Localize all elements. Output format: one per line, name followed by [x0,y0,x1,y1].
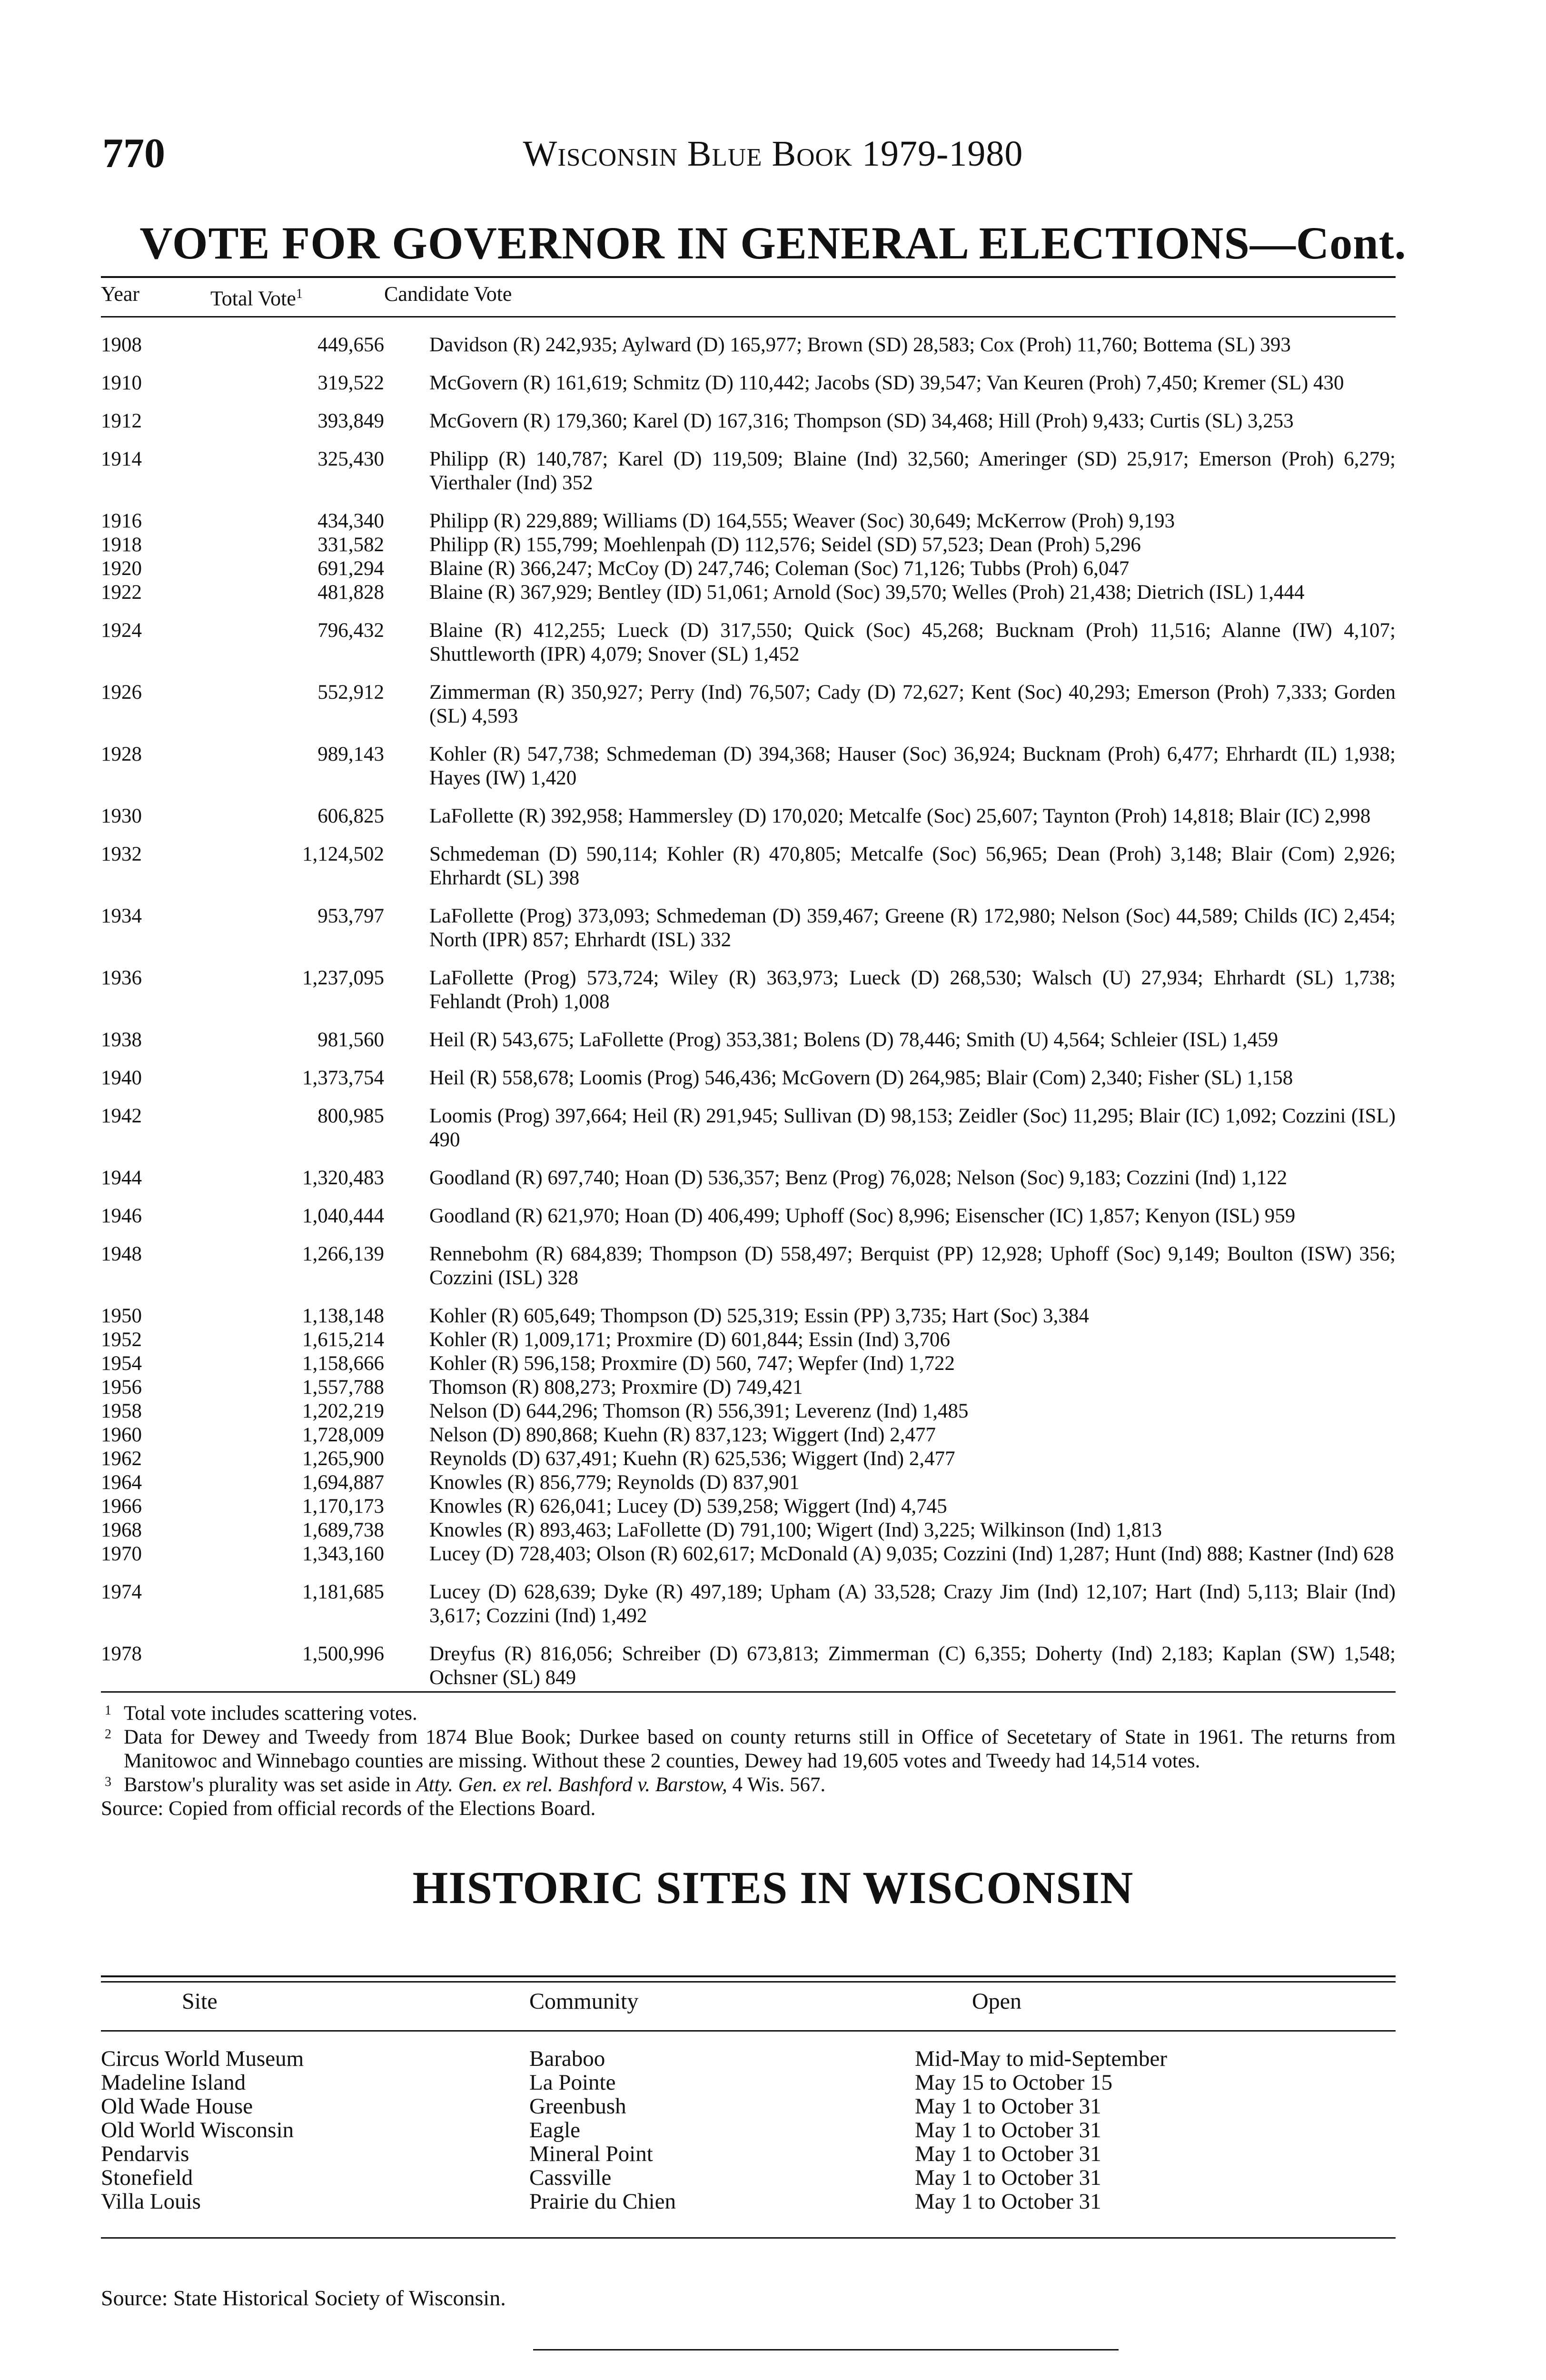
total-vote-header-text: Total Vote [210,287,296,310]
vote-year: 1950 [101,1305,142,1327]
vote-year: 1956 [101,1376,142,1398]
vote-row [101,1471,1396,1495]
vote-candidates: McGovern (R) 161,619; Schmitz (D) 110,442; Jacobs (SD) 39,547; Van Keuren (Proh) 7,450; Kremer (SL) 430 [429,372,1344,394]
vote-row [101,1423,1396,1447]
vote-row [101,1028,1396,1066]
vote-row [101,333,1396,371]
vote-candidates: Nelson (D) 644,296; Thomson (R) 556,391; Leverenz (Ind) 1,485 [429,1400,969,1422]
vote-year: 1914 [101,448,142,470]
vote-candidates: Rennebohm (R) 684,839; Thompson (D) 558,497; Berquist (PP) 12,928; Uphoff (Soc) 9,149; Boulton (ISW) 356; Cozzini (ISL) 328 [429,1243,1396,1289]
site-row [101,2071,1396,2094]
footnote-1-mark: 1 [105,1703,111,1718]
year-column-header: Year [101,282,140,306]
vote-candidates: Goodland (R) 621,970; Hoan (D) 406,499; Uphoff (Soc) 8,996; Eisenscher (IC) 1,857; Kenyon (ISL) 959 [429,1205,1296,1227]
open-column-header: Open [972,1989,1021,2014]
vote-row [101,1104,1396,1166]
vote-table-body [101,333,1396,1690]
vote-year: 1968 [101,1519,142,1541]
site-name: Pendarvis [101,2142,189,2166]
vote-candidates: Philipp (R) 155,799; Moehlenpah (D) 112,576; Seidel (SD) 57,523; Dean (Proh) 5,296 [429,534,1141,556]
vote-header-rule [101,316,1396,317]
vote-candidates: Nelson (D) 890,868; Kuehn (R) 837,123; Wiggert (Ind) 2,477 [429,1424,936,1446]
site-name: Stonefield [101,2165,193,2190]
running-header [0,128,1546,180]
vote-year: 1978 [101,1643,142,1665]
footnote-2-text: Data for Dewey and Tweedy from 1874 Blue Book; Durkee based on county returns still in Office of Secetetary of State in 1961. The returns from Manitowoc and Winnebago counties are missing. Without these 2 counties, Dewey had 19,605 votes and Tweedy had 14,514 votes. [124,1726,1396,1772]
vote-year: 1952 [101,1329,142,1351]
vote-total: 1,138,148 [302,1305,384,1327]
vote-row [101,619,1396,681]
vote-total: 1,202,219 [302,1400,384,1422]
footnote-1-text: Total vote includes scattering votes. [124,1702,417,1725]
vote-year: 1918 [101,534,142,556]
vote-candidates: Dreyfus (R) 816,056; Schreiber (D) 673,813; Zimmerman (C) 6,355; Doherty (Ind) 2,183; Kaplan (SW) 1,548; Ochsner (SL) 849 [429,1643,1396,1689]
vote-total: 449,656 [317,334,384,356]
vote-total: 481,828 [317,581,384,604]
vote-total: 953,797 [317,905,384,927]
vote-total: 325,430 [317,448,384,470]
sites-header-rule [101,2030,1396,2032]
page-number: 770 [102,130,165,177]
vote-year: 1942 [101,1105,142,1127]
site-row [101,2142,1396,2166]
vote-year: 1910 [101,372,142,394]
vote-year: 1928 [101,743,142,765]
vote-total: 552,912 [317,681,384,704]
vote-row [101,1542,1396,1580]
vote-row [101,1352,1396,1376]
vote-candidates: Blaine (R) 412,255; Lueck (D) 317,550; Quick (Soc) 45,268; Bucknam (Proh) 11,516; Alanne (IW) 4,107; Shuttleworth (IPR) 4,079; Snover (SL) 1,452 [429,619,1396,665]
vote-candidates: Reynolds (D) 637,491; Kuehn (R) 625,536; Wiggert (Ind) 2,477 [429,1448,955,1470]
sites-table-body [101,2047,1396,2213]
vote-candidates: Lucey (D) 628,639; Dyke (R) 497,189; Upham (A) 33,528; Crazy Jim (Ind) 12,107; Hart (Ind) 5,113; Blair (Ind) 3,617; Cozzini (Ind) 1,492 [429,1581,1396,1627]
vote-year: 1932 [101,843,142,865]
vote-row [101,557,1396,581]
vote-candidates: Zimmerman (R) 350,927; Perry (Ind) 76,507; Cady (D) 72,627; Kent (Soc) 40,293; Emerson (Proh) 7,333; Gorden (SL) 4,593 [429,681,1396,727]
site-community: La Pointe [529,2070,616,2095]
site-row [101,2047,1396,2071]
vote-year: 1934 [101,905,142,927]
vote-row [101,1518,1396,1542]
vote-row [101,966,1396,1028]
vote-candidates: Heil (R) 543,675; LaFollette (Prog) 353,381; Bolens (D) 78,446; Smith (U) 4,564; Schleier (ISL) 1,459 [429,1029,1278,1051]
vote-candidates: Kohler (R) 596,158; Proxmire (D) 560, 747; Wepfer (Ind) 1,722 [429,1352,955,1375]
vote-candidates: Davidson (R) 242,935; Aylward (D) 165,977; Brown (SD) 28,583; Cox (Proh) 11,760; Bottema (SL) 393 [429,334,1291,356]
vote-year: 1966 [101,1495,142,1517]
site-name: Old Wade House [101,2094,253,2119]
footnote-3 [101,1773,1396,1797]
vote-total: 331,582 [317,534,384,556]
vote-year: 1964 [101,1471,142,1494]
vote-candidates: Philipp (R) 229,889; Williams (D) 164,555; Weaver (Soc) 30,649; McKerrow (Proh) 9,193 [429,510,1175,532]
footnote-3-pre: Barstow's plurality was set aside in [124,1774,416,1796]
vote-year: 1954 [101,1352,142,1375]
vote-candidates: Loomis (Prog) 397,664; Heil (R) 291,945; Sullivan (D) 98,153; Zeidler (Soc) 11,295; Blair (IC) 1,092; Cozzini (ISL) 490 [429,1105,1396,1151]
vote-row [101,371,1396,409]
site-row [101,2118,1396,2142]
site-open: May 1 to October 31 [915,2118,1101,2142]
vote-candidates: Heil (R) 558,678; Loomis (Prog) 546,436; McGovern (D) 264,985; Blair (Com) 2,340; Fisher (SL) 1,158 [429,1067,1293,1089]
vote-total: 1,615,214 [302,1329,384,1351]
vote-year: 1916 [101,510,142,532]
vote-candidates: Kohler (R) 547,738; Schmedeman (D) 394,368; Hauser (Soc) 36,924; Bucknam (Proh) 6,477; Ehrhardt (IL) 1,938; Hayes (IW) 1,420 [429,743,1396,789]
vote-row [101,1066,1396,1104]
sites-table-top-rule [101,1975,1396,1977]
site-open: May 1 to October 31 [915,2142,1101,2166]
total-vote-column-header [210,281,303,312]
vote-total: 1,181,685 [302,1581,384,1603]
vote-candidates: Kohler (R) 1,009,171; Proxmire (D) 601,844; Essin (Ind) 3,706 [429,1329,950,1351]
vote-candidates: Knowles (R) 893,463; LaFollette (D) 791,100; Wigert (Ind) 3,225; Wilkinson (Ind) 1,813 [429,1519,1162,1541]
vote-row [101,1376,1396,1399]
site-open: Mid-May to mid-September [915,2046,1167,2071]
vote-row [101,1642,1396,1690]
vote-table-bottom-rule [101,1691,1396,1693]
vote-candidates: Schmedeman (D) 590,114; Kohler (R) 470,805; Metcalfe (Soc) 56,965; Dean (Proh) 3,148; Blair (Com) 2,926; Ehrhardt (SL) 398 [429,843,1396,889]
vote-row [101,681,1396,743]
vote-row [101,904,1396,966]
vote-year: 1974 [101,1581,142,1603]
vote-total: 1,266,139 [302,1243,384,1265]
footnote-3-case: Atty. Gen. ex rel. Bashford v. Barstow, [416,1774,727,1796]
vote-row [101,581,1396,619]
page-end-rule [533,2349,1119,2350]
vote-year: 1944 [101,1167,142,1189]
vote-year: 1926 [101,681,142,704]
footnote-2 [101,1726,1396,1773]
vote-year: 1948 [101,1243,142,1265]
site-community: Greenbush [529,2094,626,2119]
vote-candidates: Knowles (R) 626,041; Lucey (D) 539,258; Wiggert (Ind) 4,745 [429,1495,947,1517]
vote-source: Source: Copied from official records of the Elections Board. [101,1797,596,1820]
site-name: Old World Wisconsin [101,2118,294,2142]
site-community: Eagle [529,2118,580,2142]
sites-table-top-rule-2 [101,1981,1396,1983]
site-community: Cassville [529,2165,612,2190]
sites-section-title: HISTORIC SITES IN WISCONSIN [412,1862,1134,1913]
vote-candidates: LaFollette (Prog) 373,093; Schmedeman (D) 359,467; Greene (R) 172,980; Nelson (Soc) 44,589; Childs (IC) 2,454; North (IPR) 857; Ehrhardt (ISL) 332 [429,905,1396,951]
candidate-vote-column-header: Candidate Vote [384,282,512,306]
vote-total: 1,728,009 [302,1424,384,1446]
site-row [101,2166,1396,2190]
vote-year: 1960 [101,1424,142,1446]
vote-year: 1930 [101,805,142,827]
vote-row [101,1242,1396,1304]
vote-year: 1936 [101,967,142,989]
vote-candidates: Knowles (R) 856,779; Reynolds (D) 837,901 [429,1471,800,1494]
site-row [101,2094,1396,2118]
vote-row [101,509,1396,533]
vote-total: 1,557,788 [302,1376,384,1398]
site-community: Prairie du Chien [529,2189,676,2214]
vote-total: 393,849 [317,410,384,432]
sites-source: Source: State Historical Society of Wisconsin. [101,2286,506,2310]
site-open: May 1 to October 31 [915,2189,1101,2214]
vote-candidates: LaFollette (Prog) 573,724; Wiley (R) 363,973; Lueck (D) 268,530; Walsch (U) 27,934; Ehrhardt (SL) 1,738; Fehlandt (Proh) 1,008 [429,967,1396,1013]
book-title: Wisconsin Blue Book 1979-1980 [523,134,1023,174]
vote-row [101,447,1396,509]
vote-candidates: Blaine (R) 366,247; McCoy (D) 247,746; Coleman (Soc) 71,126; Tubbs (Proh) 6,047 [429,557,1130,580]
vote-candidates: McGovern (R) 179,360; Karel (D) 167,316; Thompson (SD) 34,468; Hill (Proh) 9,433; Curtis (SL) 3,253 [429,410,1294,432]
site-open: May 15 to October 15 [915,2070,1113,2095]
vote-candidates: LaFollette (R) 392,958; Hammersley (D) 170,020; Metcalfe (Soc) 25,607; Taynton (Proh) 14,818; Blair (IC) 2,998 [429,805,1371,827]
footnote-2-mark: 2 [105,1727,111,1742]
vote-total: 691,294 [317,557,384,580]
site-name: Madeline Island [101,2070,246,2095]
vote-total: 1,158,666 [302,1352,384,1375]
vote-row [101,1580,1396,1642]
footnote-mark: 1 [296,287,303,301]
vote-row [101,1495,1396,1518]
vote-year: 1922 [101,581,142,604]
vote-candidates: Thomson (R) 808,273; Proxmire (D) 749,421 [429,1376,803,1398]
vote-table [101,333,1396,1690]
vote-year: 1940 [101,1067,142,1089]
vote-row [101,1328,1396,1352]
vote-row [101,409,1396,447]
site-community: Baraboo [529,2046,605,2071]
vote-total: 989,143 [317,743,384,765]
vote-candidates: Lucey (D) 728,403; Olson (R) 602,617; McDonald (A) 9,035; Cozzini (Ind) 1,287; Hunt (Ind) 888; Kastner (Ind) 628 [429,1543,1394,1565]
vote-total: 1,694,887 [302,1471,384,1494]
vote-total: 1,689,738 [302,1519,384,1541]
vote-row [101,1447,1396,1471]
vote-total: 1,373,754 [302,1067,384,1089]
vote-year: 1908 [101,334,142,356]
vote-total: 319,522 [317,372,384,394]
vote-total: 981,560 [317,1029,384,1051]
footnote-1 [101,1702,1396,1726]
vote-row [101,1166,1396,1204]
footnotes [101,1702,1396,1821]
vote-total: 434,340 [317,510,384,532]
vote-year: 1970 [101,1543,142,1565]
site-row [101,2190,1396,2213]
vote-total: 606,825 [317,805,384,827]
footnote-3-mark: 3 [105,1775,111,1789]
site-name: Villa Louis [101,2189,201,2214]
vote-total: 1,343,160 [302,1543,384,1565]
vote-year: 1946 [101,1205,142,1227]
vote-row [101,1204,1396,1242]
vote-candidates: Philipp (R) 140,787; Karel (D) 119,509; Blaine (Ind) 32,560; Ameringer (SD) 25,917; Emerson (Proh) 6,279; Vierthaler (Ind) 352 [429,448,1396,494]
site-open: May 1 to October 31 [915,2094,1101,2119]
vote-year: 1912 [101,410,142,432]
vote-row [101,743,1396,804]
vote-section-title: VOTE FOR GOVERNOR IN GENERAL ELECTIONS—Cont. [139,218,1407,268]
site-open: May 1 to October 31 [915,2165,1101,2190]
vote-year: 1938 [101,1029,142,1051]
site-name: Circus World Museum [101,2046,304,2071]
vote-candidates: Kohler (R) 605,649; Thompson (D) 525,319; Essin (PP) 3,735; Hart (Soc) 3,384 [429,1305,1089,1327]
vote-total: 1,170,173 [302,1495,384,1517]
vote-row [101,533,1396,557]
vote-row [101,804,1396,843]
vote-total: 1,265,900 [302,1448,384,1470]
vote-total: 796,432 [317,619,384,642]
vote-candidates: Blaine (R) 367,929; Bentley (ID) 51,061; Arnold (Soc) 39,570; Welles (Proh) 21,438; Dietrich (ISL) 1,444 [429,581,1305,604]
community-column-header: Community [529,1989,639,2014]
vote-candidates: Goodland (R) 697,740; Hoan (D) 536,357; Benz (Prog) 76,028; Nelson (Soc) 9,183; Cozzini (Ind) 1,122 [429,1167,1288,1189]
vote-row [101,1399,1396,1423]
site-column-header: Site [182,1989,218,2014]
vote-year: 1924 [101,619,142,642]
footnote-3-post: 4 Wis. 567. [727,1774,826,1796]
vote-total: 800,985 [317,1105,384,1127]
vote-total: 1,500,996 [302,1643,384,1665]
vote-row [101,1304,1396,1328]
vote-table-top-rule [101,276,1396,278]
sites-table-bottom-rule [101,2237,1396,2239]
vote-total: 1,124,502 [302,843,384,865]
vote-year: 1920 [101,557,142,580]
sites-table [101,2047,1396,2213]
vote-total: 1,040,444 [302,1205,384,1227]
vote-year: 1958 [101,1400,142,1422]
vote-year: 1962 [101,1448,142,1470]
vote-total: 1,320,483 [302,1167,384,1189]
vote-total: 1,237,095 [302,967,384,989]
site-community: Mineral Point [529,2142,653,2166]
vote-row [101,843,1396,904]
